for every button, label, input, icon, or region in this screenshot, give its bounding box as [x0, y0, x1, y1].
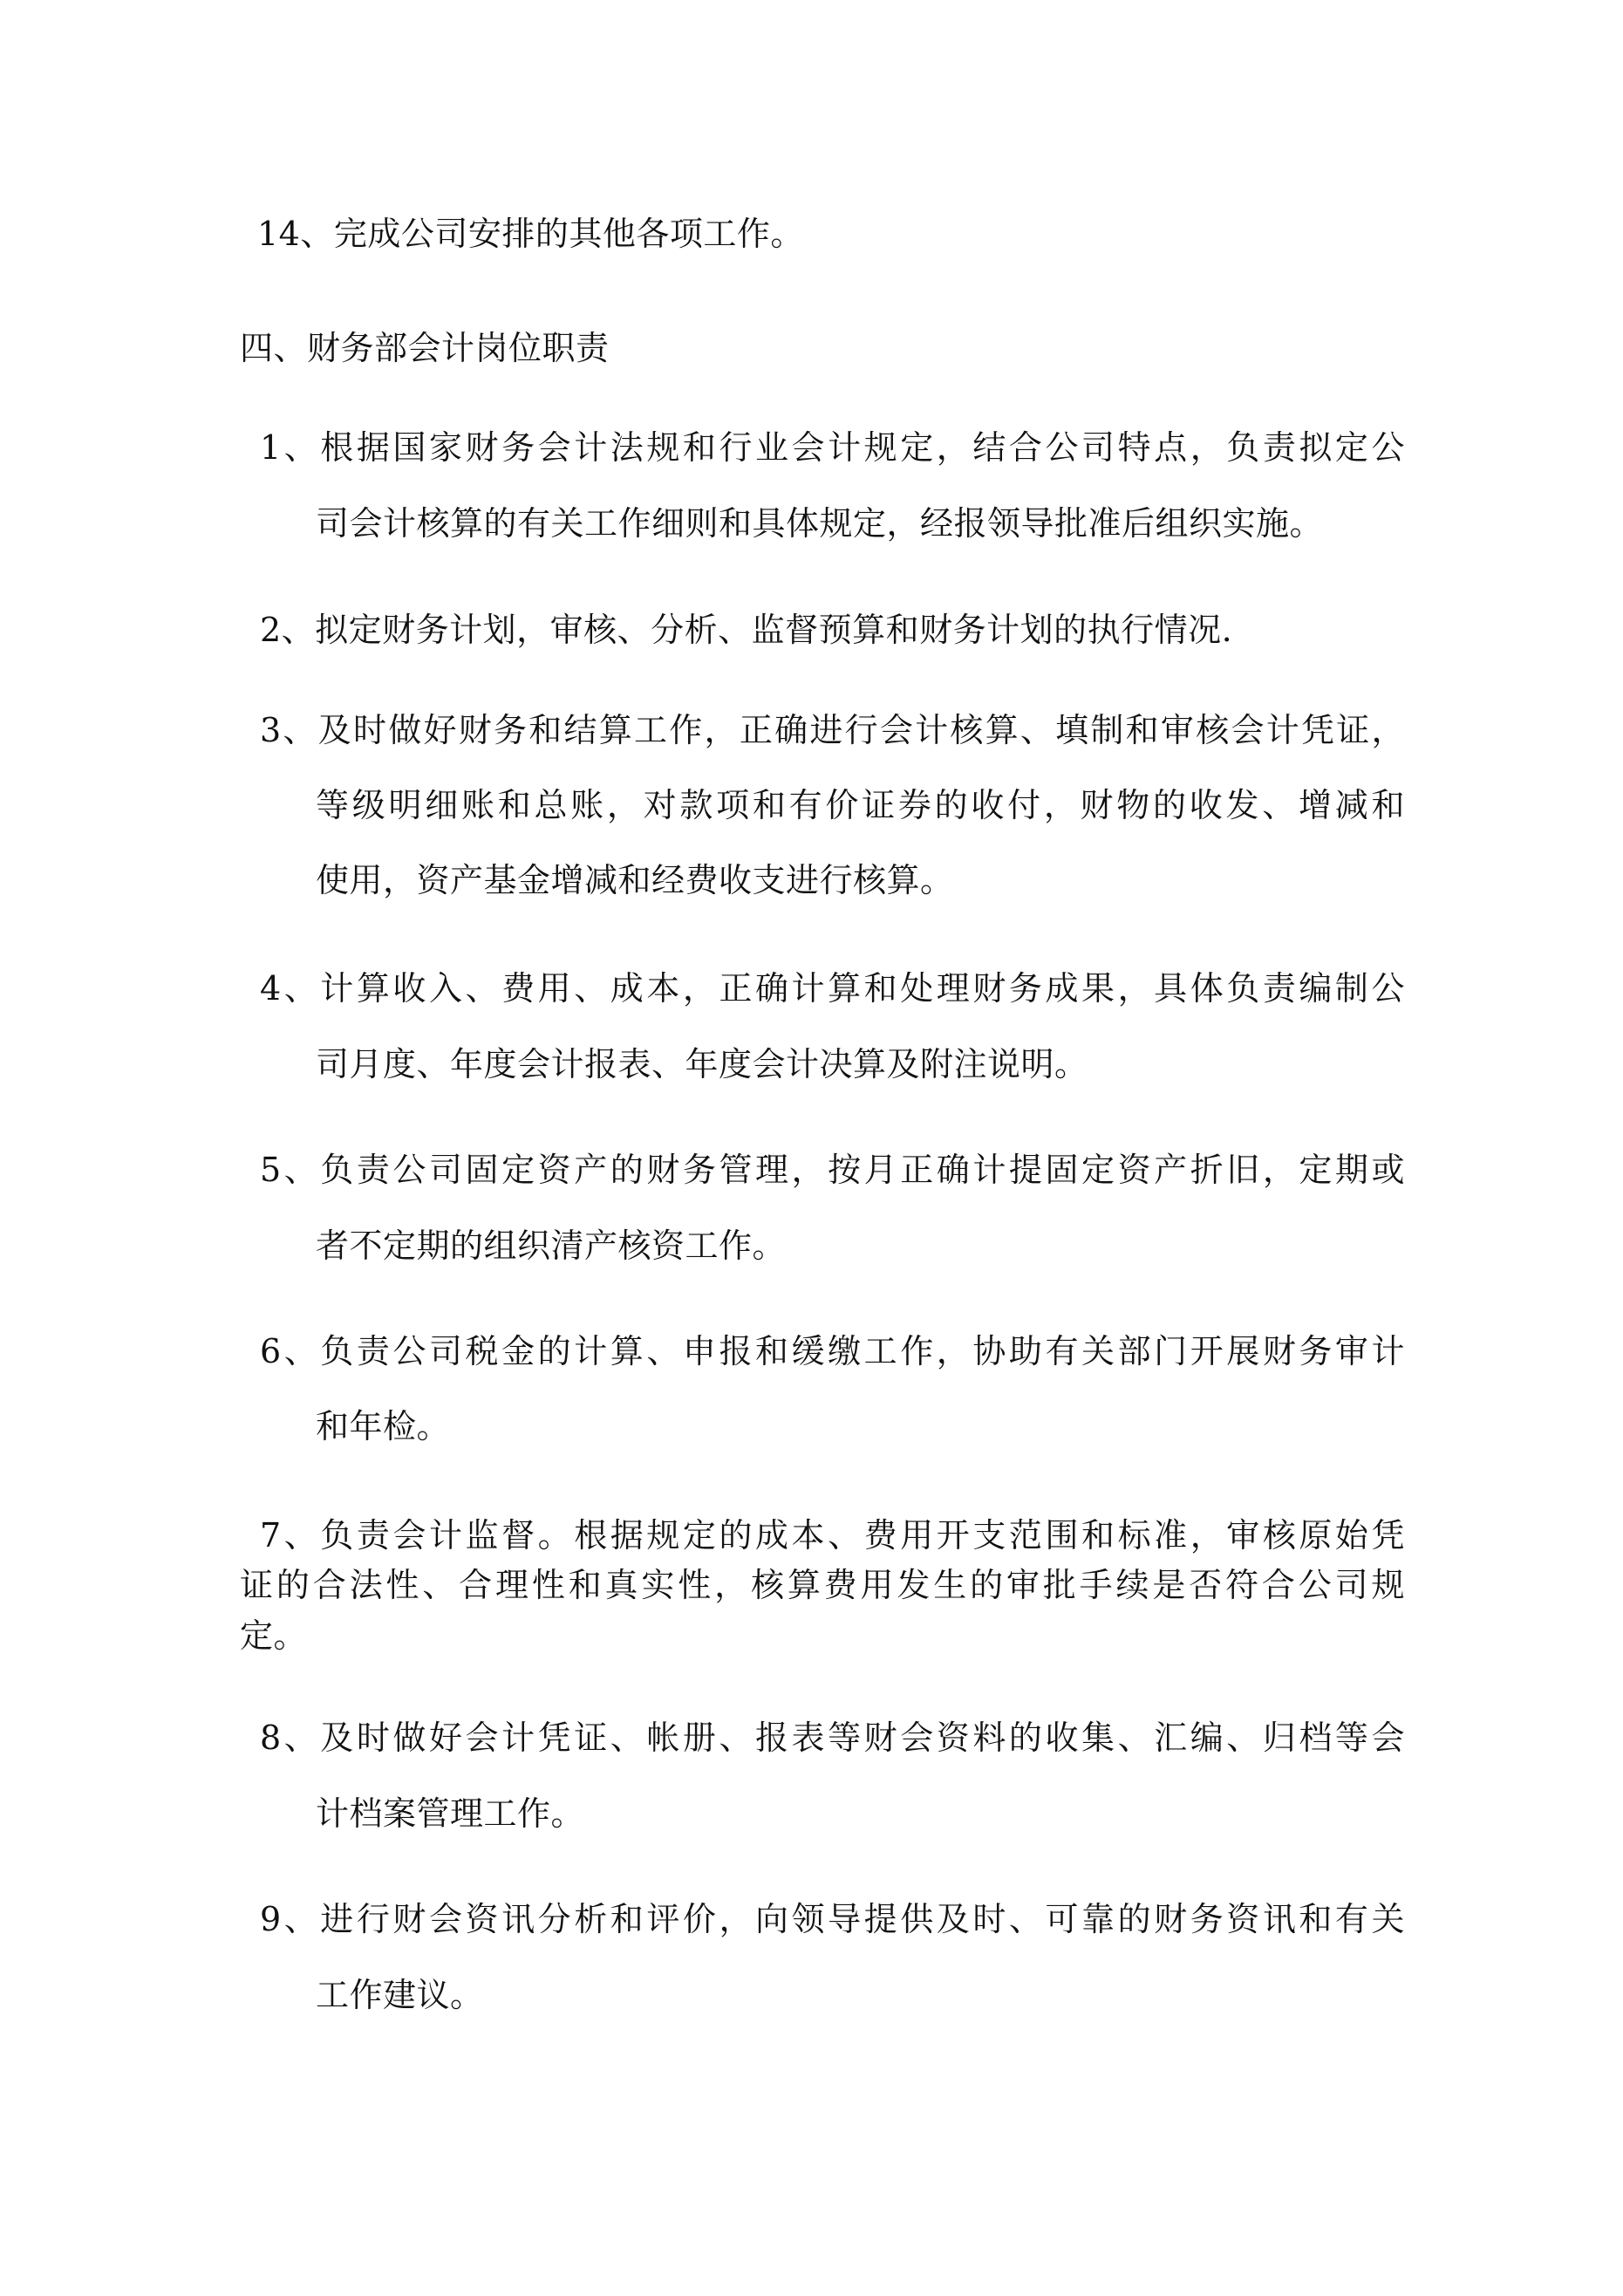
- item-8-line-2: 计档案管理工作。: [316, 1794, 585, 1833]
- item-14: 14、完成公司安排的其他各项工作。: [257, 215, 804, 253]
- item-1-line-1: 1、根据国家财务会计法规和行业会计规定，结合公司特点，负责拟定公: [260, 428, 1405, 467]
- item-7-line-2: 证的合法性、合理性和真实性，核算费用发生的审批手续是否符合公司规: [240, 1566, 1405, 1604]
- section-heading: 四、财务部会计岗位职责: [240, 329, 610, 367]
- item-3-line-3: 使用，资产基金增减和经费收支进行核算。: [316, 861, 954, 899]
- item-8-line-1: 8、及时做好会计凭证、帐册、报表等财会资料的收集、汇编、归档等会: [260, 1719, 1405, 1757]
- item-4-line-1: 4、计算收入、费用、成本，正确计算和处理财务成果，具体负责编制公: [260, 969, 1405, 1008]
- item-7-line-1: 7、负责会计监督。根据规定的成本、费用开支范围和标准，审核原始凭: [260, 1516, 1405, 1555]
- item-5-line-2: 者不定期的组织清产核资工作。: [316, 1227, 787, 1265]
- item-3-line-2: 等级明细账和总账，对款项和有价证券的收付，财物的收发、增减和: [316, 786, 1405, 824]
- item-6-line-1: 6、负责公司税金的计算、申报和缓缴工作，协助有关部门开展财务审计: [260, 1332, 1405, 1370]
- item-3-line-1: 3、及时做好财务和结算工作，正确进行会计核算、填制和审核会计凭证，: [260, 711, 1405, 749]
- item-2-line-1: 2、拟定财务计划，审核、分析、监督预算和财务计划的执行情况.: [260, 611, 1233, 649]
- item-9-line-1: 9、进行财会资讯分析和评价，向领导提供及时、可靠的财务资讯和有关: [260, 1900, 1405, 1938]
- item-5-line-1: 5、负责公司固定资产的财务管理，按月正确计提固定资产折旧，定期或: [260, 1151, 1405, 1189]
- item-1-line-2: 司会计核算的有关工作细则和具体规定，经报领导批准后组织实施。: [316, 504, 1324, 543]
- item-9-line-2: 工作建议。: [316, 1976, 484, 2014]
- item-7-line-3: 定。: [240, 1616, 308, 1655]
- item-4-line-2: 司月度、年度会计报表、年度会计决算及附注说明。: [316, 1045, 1088, 1083]
- item-6-line-2: 和年检。: [316, 1407, 451, 1445]
